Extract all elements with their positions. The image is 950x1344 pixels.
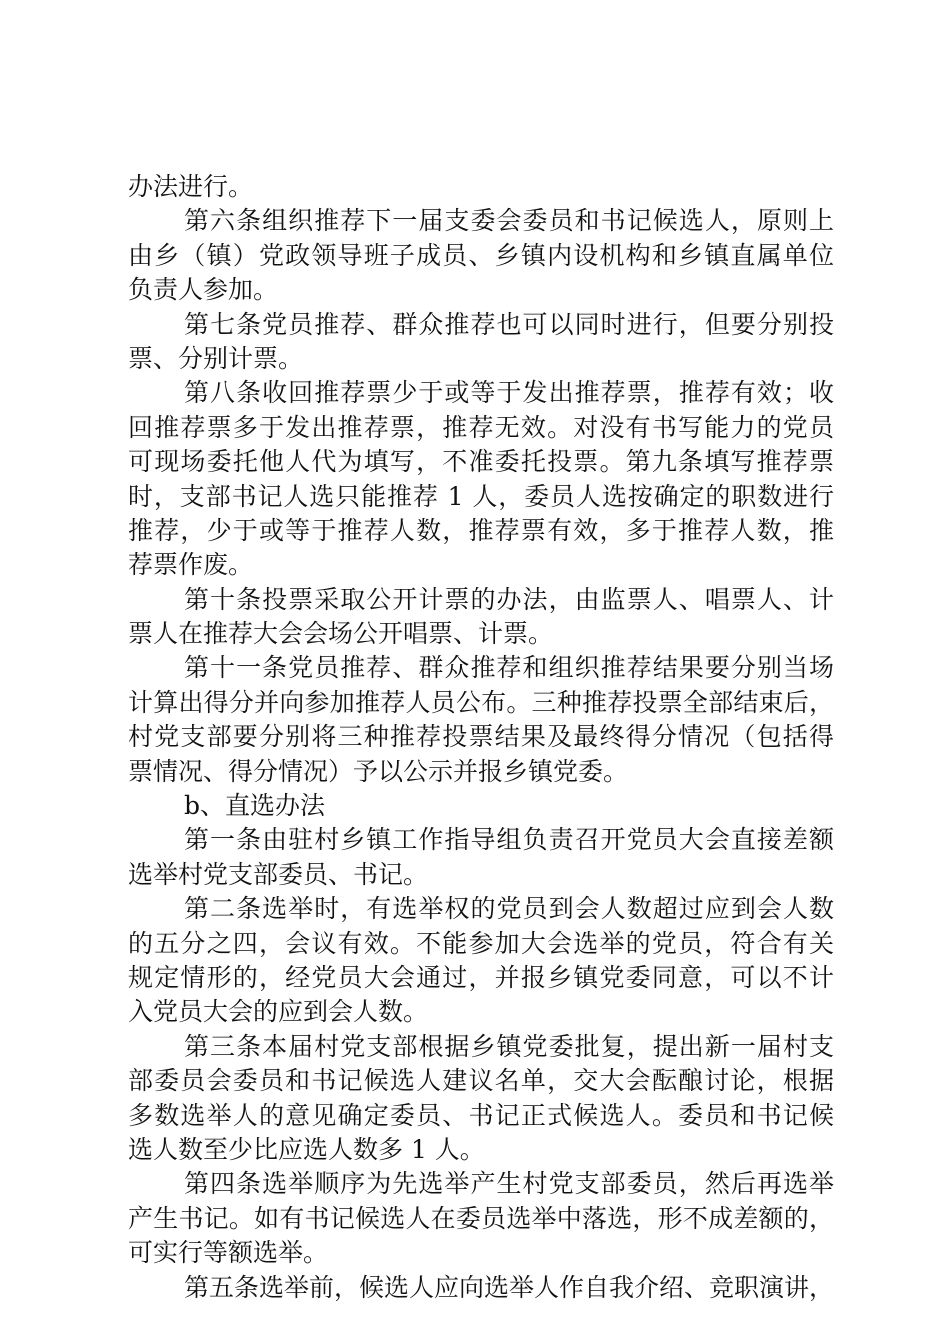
text-line: 计算出得分并向参加推荐人员公布。三种推荐投票全部结束后， xyxy=(128,687,834,717)
text-line: 第八条收回推荐票少于或等于发出推荐票，推荐有效；收 xyxy=(184,378,834,408)
document-body xyxy=(128,170,834,1305)
text-line: 第四条选举顺序为先选举产生村党支部委员，然后再选举 xyxy=(184,1169,834,1199)
text-line: 荐票作废。 xyxy=(128,550,254,580)
text-line: 票、分别计票。 xyxy=(128,343,304,373)
text-line: 村党支部要分别将三种推荐投票结果及最终得分情况（包括得 xyxy=(128,722,834,752)
text-line: 由乡（镇）党政领导班子成员、乡镇内设机构和乡镇直属单位 xyxy=(128,240,834,270)
text-line: 第三条本届村党支部根据乡镇党委批复，提出新一届村支 xyxy=(184,1031,834,1061)
text-line: 第十一条党员推荐、群众推荐和组织推荐结果要分别当场 xyxy=(184,653,834,683)
text-line: 第一条由驻村乡镇工作指导组负责召开党员大会直接差额 xyxy=(184,825,834,855)
text-line: 规定情形的，经党员大会通过，并报乡镇党委同意，可以不计 xyxy=(128,962,834,992)
text-line: 第六条组织推荐下一届支委会委员和书记候选人，原则上 xyxy=(184,206,834,236)
text-line: 部委员会委员和书记候选人建议名单，交大会酝酿讨论，根据 xyxy=(128,1066,834,1096)
text-line: 第五条选举前，候选人应向选举人作自我介绍、竞职演讲， xyxy=(184,1272,835,1302)
text-line: 票情况、得分情况）予以公示并报乡镇党委。 xyxy=(128,756,629,786)
text-line: 第二条选举时，有选举权的党员到会人数超过应到会人数 xyxy=(184,894,834,924)
text-line: 选举村党支部委员、书记。 xyxy=(128,859,429,889)
text-line: 推荐，少于或等于推荐人数，推荐票有效，多于推荐人数，推 xyxy=(128,515,834,545)
text-line: 办法进行。 xyxy=(128,172,254,201)
text-line: 多数选举人的意见确定委员、书记正式候选人。委员和书记候 xyxy=(128,1100,834,1130)
section-heading: b、直选办法 xyxy=(184,791,326,821)
text-line: 第七条党员推荐、群众推荐也可以同时进行，但要分别投 xyxy=(184,309,834,339)
text-line: 第十条投票采取公开计票的办法，由监票人、唱票人、计 xyxy=(184,584,834,614)
text-line: 时，支部书记人选只能推荐 1 人，委员人选按确定的职数进行 xyxy=(128,481,834,511)
text-line: 入党员大会的应到会人数。 xyxy=(128,997,429,1027)
text-line: 负责人参加。 xyxy=(128,275,279,305)
text-line: 产生书记。如有书记候选人在委员选举中落选，形不成差额的， xyxy=(128,1203,834,1233)
text-line: 票人在推荐大会会场公开唱票、计票。 xyxy=(128,619,554,649)
text-line: 回推荐票多于发出推荐票，推荐无效。对没有书写能力的党员 xyxy=(128,412,834,442)
text-line: 可现场委托他人代为填写，不准委托投票。第九条填写推荐票 xyxy=(128,447,834,477)
text-line: 选人数至少比应选人数多 1 人。 xyxy=(128,1134,485,1164)
text-line: 可实行等额选举。 xyxy=(128,1238,329,1268)
text-line: 的五分之四，会议有效。不能参加大会选举的党员，符合有关 xyxy=(128,928,834,958)
